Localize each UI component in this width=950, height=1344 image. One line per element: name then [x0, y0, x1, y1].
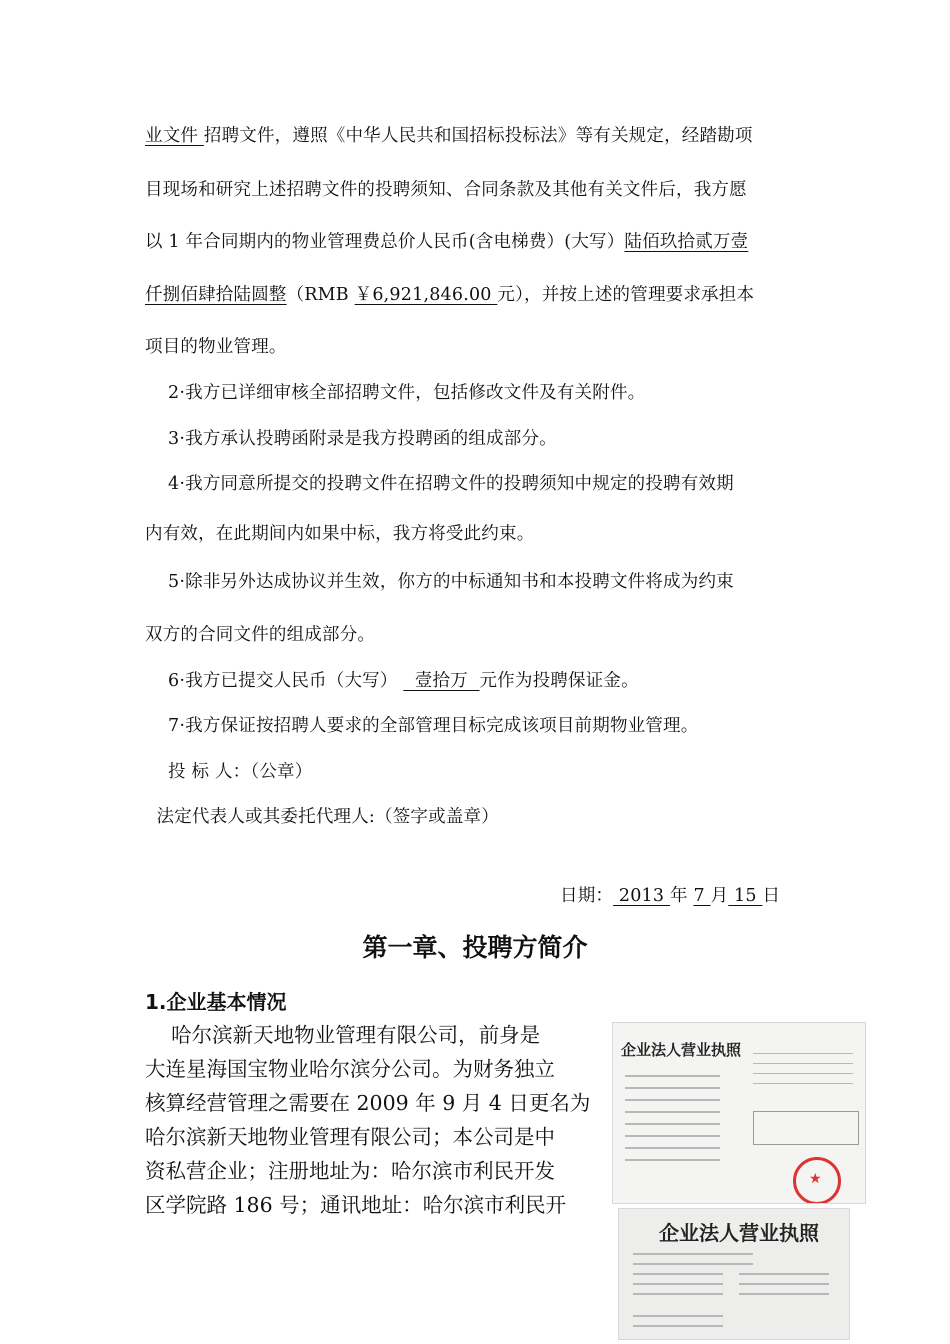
section-title: 1.企业基本情况 — [145, 990, 287, 1014]
date-day: 15 — [728, 886, 763, 906]
license-title: 企业法人营业执照 — [659, 1221, 819, 1245]
body-line — [145, 333, 287, 358]
body-line — [145, 758, 312, 783]
intro-line: 区学院路 186 号；通讯地址：哈尔滨市利民开 — [145, 1193, 567, 1217]
body-line — [145, 470, 734, 495]
business-license-image-2 — [618, 1208, 850, 1340]
body-line — [145, 568, 734, 593]
intro-line: 哈尔滨新天地物业管理有限公司；本公司是中 — [145, 1125, 555, 1149]
date-day-unit: 日 — [762, 886, 781, 906]
date-month-unit: 月 — [710, 886, 729, 906]
body-line — [145, 803, 499, 828]
text-segment: 4·我方同意所提交的投聘文件在招聘文件的投聘须知中规定的投聘有效期 — [145, 474, 734, 494]
text-segment: 5·除非另外达成协议并生效，你方的中标通知书和本投聘文件将成为约束 — [145, 572, 734, 592]
underlined-text: 仟捌佰肆拾陆圆整 — [145, 285, 287, 305]
text-segment: 项目的物业管理。 — [145, 337, 287, 357]
license-title: 企业法人营业执照 — [621, 1041, 742, 1059]
body-line — [145, 228, 748, 253]
date-label: 日期： — [560, 886, 614, 906]
text-segment: 目现场和研究上述招聘文件的投聘须知、合同条款及其他有关文件后，我方愿 — [145, 180, 747, 200]
body-line — [145, 281, 754, 306]
underlined-text: 壹拾万 — [403, 671, 480, 691]
text-segment: 法定代表人或其委托代理人:（签字或盖章） — [145, 807, 499, 827]
intro-line: 大连星海国宝物业哈尔滨分公司。为财务独立 — [145, 1057, 555, 1081]
underlined-text: 业文件 — [145, 126, 204, 146]
body-line — [145, 122, 753, 147]
date-year-unit: 年 — [669, 886, 694, 906]
text-segment: 投 标 人：（公章） — [145, 762, 313, 782]
body-line — [145, 667, 639, 692]
text-segment: 以 1 年合同期内的物业管理费总价人民币(含电梯费）(大写） — [145, 232, 625, 252]
text-segment: 内有效，在此期间内如果中标，我方将受此约束。 — [145, 524, 535, 544]
text-segment: 7·我方保证按招聘人要求的全部管理目标完成该项目前期物业管理。 — [145, 716, 699, 736]
date-month: 7 — [693, 886, 711, 906]
text-segment: 3·我方承认投聘函附录是我方投聘函的组成部分。 — [145, 429, 557, 449]
intro-line: 哈尔滨新天地物业管理有限公司，前身是 — [145, 1023, 541, 1047]
body-line — [145, 712, 698, 737]
body-line — [145, 176, 747, 201]
date-line — [560, 882, 780, 907]
body-line — [145, 379, 645, 404]
intro-line: 核算经营管理之需要在 2009 年 9 月 4 日更名为 — [145, 1091, 591, 1115]
text-segment: 双方的合同文件的组成部分。 — [145, 625, 376, 645]
text-segment: 2·我方已详细审核全部招聘文件，包括修改文件及有关附件。 — [145, 383, 646, 403]
business-license-image-1 — [612, 1022, 866, 1204]
underlined-text: ￥6,921,846.00 — [354, 285, 498, 305]
body-line — [145, 425, 557, 450]
date-year: 2013 — [613, 886, 670, 906]
body-line — [145, 520, 534, 545]
official-seal-icon: ★ — [793, 1157, 841, 1204]
text-segment: 6·我方已提交人民币（大写） — [145, 671, 404, 691]
body-line — [145, 621, 375, 646]
chapter-title: 第一章、投聘方简介 — [362, 933, 588, 962]
intro-line: 资私营企业；注册地址为：哈尔滨市利民开发 — [145, 1159, 555, 1183]
text-segment: （RMB — [286, 285, 355, 305]
text-segment: 招聘文件，遵照《中华人民共和国招标投标法》等有关规定，经踏勘项 — [203, 126, 753, 146]
text-segment: 元），并按上述的管理要求承担本 — [497, 285, 755, 305]
underlined-text: 陆佰玖拾贰万壹 — [624, 232, 749, 252]
text-segment: 元作为投聘保证金。 — [479, 671, 639, 691]
